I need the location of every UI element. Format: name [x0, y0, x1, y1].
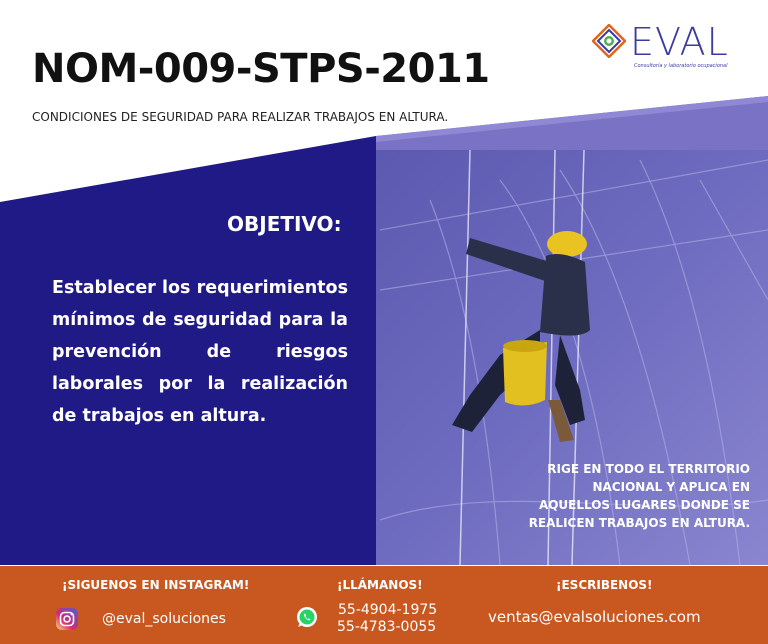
footer-bar: [0, 566, 768, 644]
instagram-icon[interactable]: [56, 608, 78, 630]
eval-diamond-logo-icon: [592, 24, 626, 58]
email-heading: ¡ESCRIBENOS!: [556, 578, 653, 592]
instagram-heading: ¡SIGUENOS EN INSTAGRAM!: [62, 578, 250, 592]
whatsapp-icon[interactable]: [296, 606, 318, 628]
logo-tagline: Consultoría y laboratorio ocupacional: [634, 63, 728, 69]
phone-number-2[interactable]: 55-4783-0055: [337, 619, 437, 635]
objective-body: Establecer los requerimientos mínimos de seguridad para la prevención de riesgos laborales por la realización de trabajos en altura.: [52, 278, 348, 426]
scope-note: RIGE EN TODO EL TERRITORIO NACIONAL Y APLICA EN AQUELLOS LUGARES DONDE SE REALICEN TRABAJOS EN ALTURA.: [528, 462, 750, 530]
phone-number-1[interactable]: 55-4904-1975: [338, 602, 438, 618]
email-address[interactable]: ventas@evalsoluciones.com: [488, 608, 701, 626]
instagram-handle[interactable]: @eval_soluciones: [102, 611, 226, 627]
page-title: NOM-009-STPS-2011: [32, 46, 490, 92]
objective-heading: OBJETIVO:: [227, 212, 342, 236]
page-subtitle: CONDICIONES DE SEGURIDAD PARA REALIZAR TRABAJOS EN ALTURA.: [32, 110, 449, 124]
logo-wordmark: EVAL: [630, 20, 729, 64]
eval-logo: [592, 18, 752, 74]
phone-heading: ¡LLÁMANOS!: [337, 578, 423, 592]
